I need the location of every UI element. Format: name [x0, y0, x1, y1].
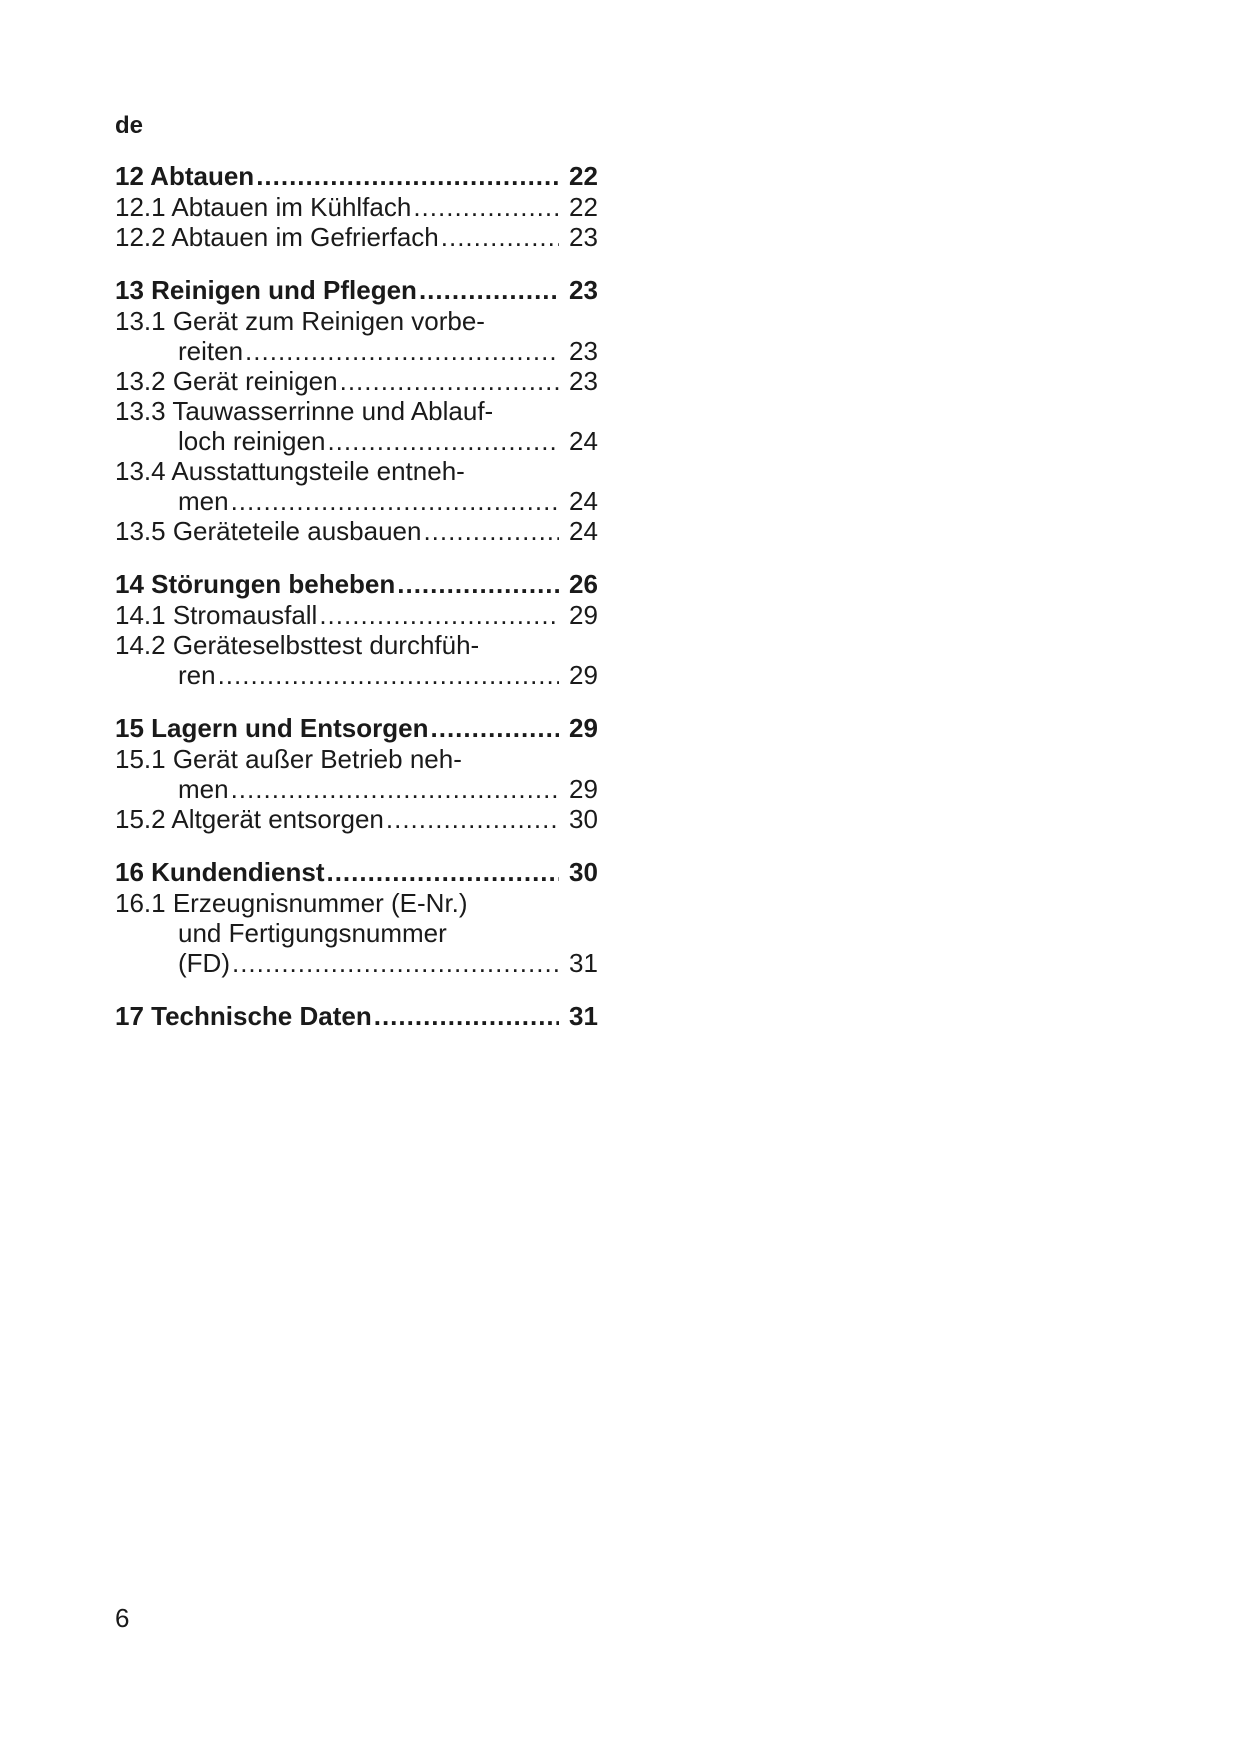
toc-heading[interactable] [115, 274, 605, 306]
toc-entry-page: 31 [569, 948, 598, 978]
dot-leader [245, 336, 559, 366]
toc-entry-text: 13.1 Gerät zum Reinigen vorbe- [115, 306, 485, 336]
dot-leader [326, 856, 559, 888]
toc-entry[interactable] [115, 192, 605, 222]
toc-entry-text: 12.1 Abtauen im Kühlfach [115, 192, 412, 222]
toc-heading[interactable] [115, 1000, 605, 1032]
toc-entry-text: und Fertigungsnummer [178, 918, 447, 948]
toc-section [115, 160, 605, 252]
dot-leader [340, 366, 559, 396]
toc-section [115, 856, 605, 978]
toc-entry-page: 29 [569, 660, 598, 690]
toc-entry-text: 15.2 Altgerät entsorgen [115, 804, 384, 834]
toc-section [115, 568, 605, 690]
toc-entry[interactable] [115, 222, 605, 252]
toc-entry-text: ren [178, 660, 216, 690]
toc-heading-page: 30 [569, 857, 598, 887]
toc-section [115, 274, 605, 546]
toc-heading-title: 16 Kundendienst [115, 857, 325, 887]
dot-leader [319, 600, 559, 630]
toc-entry[interactable] [115, 804, 605, 834]
toc-heading[interactable] [115, 856, 605, 888]
toc-entry-text: 16.1 Erzeugnisnummer (E-Nr.) [115, 888, 468, 918]
toc-entry-text: 13.5 Geräteteile ausbauen [115, 516, 422, 546]
dot-leader [386, 804, 559, 834]
toc-entry-text: 14.1 Stromausfall [115, 600, 318, 630]
toc-entry-text: 15.1 Gerät außer Betrieb neh- [115, 744, 462, 774]
toc-heading-title: 15 Lagern und Entsorgen [115, 713, 429, 743]
dot-leader [441, 222, 559, 252]
toc-entry-page: 29 [569, 600, 598, 630]
toc-entry-text: 12.2 Abtauen im Gefrierfach [115, 222, 439, 252]
toc-heading[interactable] [115, 712, 605, 744]
toc-heading[interactable] [115, 160, 605, 192]
toc-entry[interactable] [115, 516, 605, 546]
toc-entry[interactable] [115, 888, 605, 978]
toc-entry-text: reiten [178, 336, 244, 366]
dot-leader [231, 774, 559, 804]
toc-entry[interactable] [115, 456, 605, 516]
toc-heading[interactable] [115, 568, 605, 600]
toc-entry-page: 23 [569, 366, 598, 396]
toc-entry-page: 24 [569, 516, 598, 546]
dot-leader [413, 192, 559, 222]
toc-entry-page: 24 [569, 426, 598, 456]
dot-leader [423, 516, 559, 546]
toc-heading-page: 29 [569, 713, 598, 743]
toc-entry[interactable] [115, 630, 605, 690]
dot-leader [232, 948, 559, 978]
toc-heading-title: 17 Technische Daten [115, 1001, 372, 1031]
dot-leader [327, 426, 559, 456]
toc-entry-text: 14.2 Geräteselbsttest durchfüh- [115, 630, 480, 660]
toc-entry[interactable] [115, 366, 605, 396]
dot-leader [419, 274, 559, 306]
dot-leader [397, 568, 559, 600]
toc-entry-page: 29 [569, 774, 598, 804]
toc-entry-page: 23 [569, 336, 598, 366]
toc-heading-page: 22 [569, 161, 598, 191]
page-number: 6 [115, 1603, 130, 1633]
table-of-contents [115, 160, 605, 1054]
toc-section [115, 712, 605, 834]
toc-entry-text: loch reinigen [178, 426, 326, 456]
toc-heading-title: 13 Reinigen und Pflegen [115, 275, 417, 305]
dot-leader [374, 1000, 559, 1032]
toc-entry-text: 13.3 Tauwasserrinne und Ablauf- [115, 396, 494, 426]
toc-heading-title: 12 Abtauen [115, 161, 255, 191]
dot-leader [431, 712, 560, 744]
dot-leader [218, 660, 559, 690]
dot-leader [231, 486, 559, 516]
toc-section [115, 1000, 605, 1032]
toc-entry-page: 23 [569, 222, 598, 252]
toc-entry[interactable] [115, 600, 605, 630]
toc-entry[interactable] [115, 396, 605, 456]
toc-entry-text: (FD) [178, 948, 230, 978]
toc-entry-page: 24 [569, 486, 598, 516]
toc-entry-page: 22 [569, 192, 598, 222]
toc-entry-text: 13.4 Ausstattungsteile entneh- [115, 456, 465, 486]
toc-entry-text: 13.2 Gerät reinigen [115, 366, 338, 396]
toc-entry-text: men [178, 774, 229, 804]
language-code: de [115, 112, 144, 139]
toc-heading-page: 23 [569, 275, 598, 305]
toc-entry[interactable] [115, 306, 605, 366]
toc-entry[interactable] [115, 744, 605, 804]
toc-heading-page: 26 [569, 569, 598, 599]
toc-entry-text: men [178, 486, 229, 516]
toc-heading-title: 14 Störungen beheben [115, 569, 396, 599]
toc-heading-page: 31 [569, 1001, 598, 1031]
toc-entry-page: 30 [569, 804, 598, 834]
dot-leader [256, 160, 559, 192]
